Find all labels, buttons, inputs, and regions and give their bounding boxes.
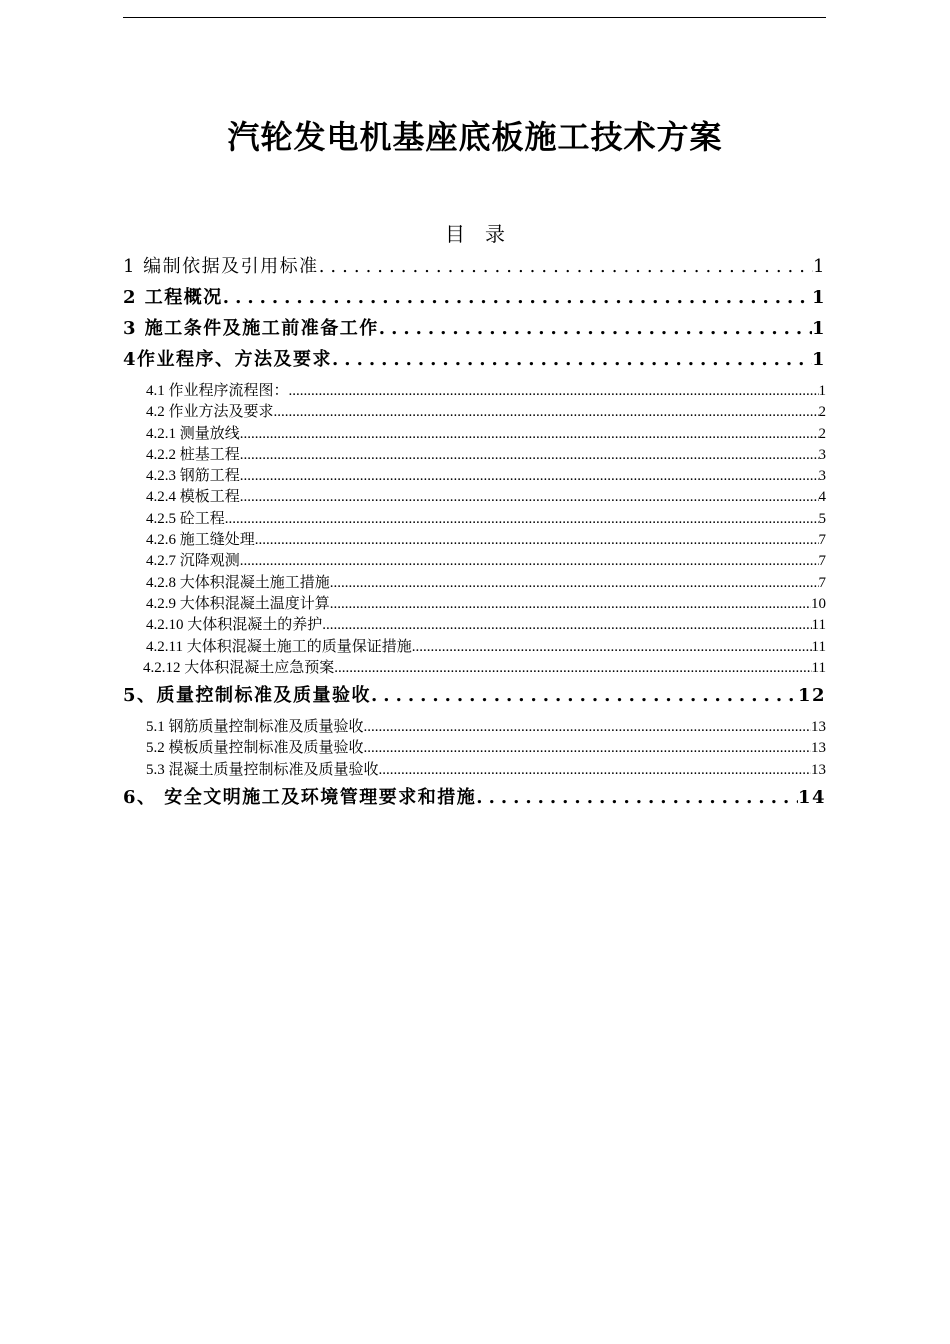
toc-entry-label: 4.2.2 桩基工程 — [146, 446, 240, 463]
toc-page-number: 7 — [818, 574, 826, 591]
toc-entry-4-2-3[interactable] — [123, 464, 826, 485]
toc-entry-label: 4.1 作业程序流程图： — [146, 383, 289, 399]
toc-page-number: 13 — [811, 719, 826, 736]
toc-entry-4-2-4[interactable] — [123, 485, 826, 506]
toc-entry-label: 4.2.1 测量放线 — [146, 425, 240, 442]
toc-page-number: 14 — [797, 787, 826, 809]
toc-entry-1[interactable] — [123, 252, 826, 283]
toc-entry-4-2[interactable] — [123, 400, 826, 421]
toc-entry-label: 4.2.9 大体积混凝土温度计算 — [146, 595, 330, 612]
toc-entry-4-2-6[interactable] — [123, 528, 826, 549]
toc-page-number: 1 — [813, 256, 826, 277]
toc-dot-leader — [364, 740, 811, 757]
toc-page-number: 13 — [811, 761, 826, 778]
toc-dot-leader — [371, 685, 798, 706]
toc-dot-leader — [319, 256, 813, 277]
header-rule — [123, 17, 826, 18]
toc-dot-leader — [255, 532, 819, 549]
toc-heading-char-1: 目 — [445, 222, 465, 246]
toc-page-number: 2 — [818, 404, 826, 421]
toc-page-number: 4 — [818, 489, 826, 506]
toc-entry-label: 4.2.8 大体积混凝土施工措施 — [146, 574, 330, 591]
toc-dot-leader — [240, 447, 819, 464]
toc-page-number: 11 — [811, 617, 826, 634]
toc-dot-leader — [274, 404, 819, 421]
toc-page-number: 5 — [818, 510, 826, 527]
toc-dot-leader — [240, 426, 819, 443]
toc-dot-leader — [240, 468, 819, 485]
toc-entry-label: 5.2 模板质量控制标准及质量验收 — [146, 740, 364, 757]
toc-entry-label: 2 工程概况 — [123, 287, 223, 308]
toc-page-number: 7 — [818, 532, 826, 549]
toc-page-number: 3 — [818, 468, 826, 485]
toc-entry-label: 4.2.7 沉降观测 — [146, 553, 240, 570]
toc-page-number: 10 — [811, 595, 826, 612]
toc-entry-4-2-12[interactable] — [123, 656, 826, 677]
toc-page-number: 1 — [811, 287, 826, 308]
toc-dot-leader — [334, 660, 811, 677]
toc-dot-leader — [322, 617, 811, 634]
toc-dot-leader — [379, 762, 811, 779]
toc-dot-leader — [379, 318, 812, 339]
toc-dot-leader — [330, 575, 819, 592]
toc-entry-4[interactable] — [123, 345, 826, 376]
toc-page-number: 2 — [818, 425, 826, 442]
toc-dot-leader — [476, 787, 798, 808]
toc-dot-leader — [240, 553, 819, 570]
toc-entry-label: 4作业程序、方法及要求 — [123, 349, 333, 370]
toc-entry-2[interactable] — [123, 283, 826, 314]
toc-entry-4-1[interactable] — [123, 379, 826, 400]
toc-entry-5-2[interactable] — [123, 736, 826, 757]
toc-dot-leader — [330, 596, 811, 613]
toc-dot-leader — [223, 287, 812, 308]
toc-entry-5-3[interactable] — [123, 758, 826, 779]
table-of-contents — [123, 252, 826, 814]
toc-entry-label: 3 施工条件及施工前准备工作 — [123, 318, 379, 339]
toc-entry-5[interactable] — [123, 681, 826, 712]
toc-entry-6[interactable] — [123, 783, 826, 814]
toc-page-number: 13 — [811, 740, 826, 757]
toc-entry-4-2-10[interactable] — [123, 613, 826, 634]
document-title: 汽轮发电机基座底板施工技术方案 — [227, 118, 723, 156]
toc-page-number: 7 — [818, 553, 826, 570]
toc-page-number: 1 — [818, 383, 826, 399]
toc-page-number: 1 — [811, 349, 826, 370]
toc-entry-label: 4.2.3 钢筋工程 — [146, 468, 240, 485]
toc-entry-label: 4.2.5 砼工程 — [146, 510, 225, 527]
toc-entry-label: 5.1 钢筋质量控制标准及质量验收 — [146, 719, 364, 736]
toc-entry-4-2-2[interactable] — [123, 443, 826, 464]
toc-entry-label: 5、质量控制标准及质量验收 — [123, 685, 372, 707]
toc-page-number: 3 — [818, 446, 826, 463]
toc-entry-label: 6、 安全文明施工及环境管理要求和措施 — [123, 787, 477, 809]
toc-dot-leader — [225, 511, 819, 528]
toc-dot-leader — [364, 719, 811, 736]
toc-page-number: 12 — [797, 685, 826, 707]
toc-entry-label: 1 编制依据及引用标准 — [123, 256, 319, 277]
toc-entry-4-2-11[interactable] — [123, 635, 826, 656]
toc-entry-label: 4.2.12 大体积混凝土应急预案 — [143, 659, 335, 676]
toc-entry-4-2-8[interactable] — [123, 571, 826, 592]
toc-entry-4-2-7[interactable] — [123, 549, 826, 570]
toc-entry-label: 4.2 作业方法及要求 — [146, 404, 274, 421]
toc-entry-label: 4.2.10 大体积混凝土的养护 — [146, 617, 323, 634]
toc-page-number: 11 — [811, 659, 826, 676]
toc-entry-3[interactable] — [123, 314, 826, 345]
toc-entry-4-2-5[interactable] — [123, 507, 826, 528]
toc-entry-4-2-9[interactable] — [123, 592, 826, 613]
toc-entry-label: 4.2.11 大体积混凝土施工的质量保证措施 — [146, 638, 412, 655]
toc-page-number: 11 — [811, 638, 826, 655]
toc-dot-leader — [240, 489, 819, 506]
toc-dot-leader — [412, 639, 812, 656]
toc-entry-label: 5.3 混凝土质量控制标准及质量验收 — [146, 761, 379, 778]
toc-heading — [0, 218, 950, 247]
toc-heading-char-2: 录 — [485, 222, 505, 246]
toc-entry-4-2-1[interactable] — [123, 422, 826, 443]
toc-entry-5-1[interactable] — [123, 715, 826, 736]
toc-entry-label: 4.2.6 施工缝处理 — [146, 532, 255, 549]
toc-entry-label: 4.2.4 模板工程 — [146, 489, 240, 506]
toc-dot-leader — [289, 383, 819, 400]
toc-dot-leader — [332, 349, 812, 370]
toc-page-number: 1 — [811, 318, 826, 339]
